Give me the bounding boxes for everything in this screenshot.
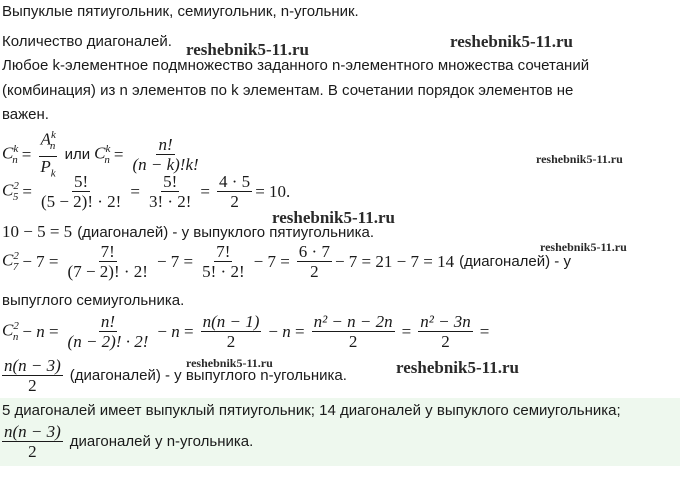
title: Выпуклые пятиугольник, семиугольник, n-угольник. (2, 3, 359, 20)
heptagon-text: выпуглого семиугольника. (2, 292, 185, 309)
watermark: reshebnik5-11.ru (272, 208, 395, 227)
or-label: или (64, 146, 91, 164)
intro-line-1: Любое k-элементное подмножество заданного n-элементного множества сочетаний (2, 57, 590, 74)
heptagon-combination: $C^2_7$ − 7 = $\frac{7!}{(7 - 2)! \cdot 2!}$ − 7 = $\frac{7!}{5! \cdot 2!}$ − 7 = $\frac{6 \cdot 7}{2}$ − 7 = 21 − 7 = 14 (диагоналей) - у (2, 242, 571, 281)
watermark: reshebnik5-11.ru (396, 358, 519, 377)
ngon-diagonals: $\frac{n(n - 3)}{2}$ (диагоналей) - у выпуглого n-угольника. (4, 356, 347, 395)
intro-line-3: важен. (2, 106, 49, 123)
answer-line-1: 5 диагоналей имеет выпуклый пятиугольник; 14 диагоналей у выпуклого семиугольника; (2, 402, 621, 419)
formula-fraction-a: $\frac{A^k_n}{P_k}$ (38, 126, 57, 183)
combination-formula: $C^k_n$ = $\frac{A^k_n}{P_k}$ или $C^k_n$ = $\frac{n!}{(n - k)!k!}$ (2, 126, 204, 183)
formula-fraction-b: $\frac{n!}{(n - k)!k!}$ (132, 135, 199, 175)
pentagon-diagonals: 10 − 5 = 5 (диагоналей) - у выпуклого пятиугольника. (2, 222, 375, 241)
watermark: reshebnik5-11.ru (536, 152, 623, 166)
watermark: reshebnik5-11.ru (450, 32, 573, 51)
watermark: reshebnik5-11.ru (186, 356, 273, 370)
ngon-combination: $C^2_n$ − n = $\frac{n!}{(n - 2)! \cdot 2!}$ − n = $\frac{n(n - 1)}{2}$ − n = $\frac{\text{n² − n − 2n}}{2}$ = $\frac{\text{n² − 3n}}{2}$ = (2, 312, 490, 351)
watermark: reshebnik5-11.ru (540, 240, 627, 254)
subtitle: Количество диагоналей. (2, 33, 172, 50)
answer-line-2: $\frac{n(n - 3)}{2}$ диагоналей у n-угольника. (4, 422, 254, 461)
intro-line-2: (комбинация) из n элементов по k элементам. В сочетании порядок элементов не (2, 82, 574, 99)
pentagon-combination: $C^2_5$ = $\frac{5!}{(5 - 2)! \cdot 2!}$ = $\frac{5!}{3! \cdot 2!}$ = $\frac{4 \cdot 5}{2}$ = 10. (2, 172, 291, 211)
watermark: reshebnik5-11.ru (186, 40, 309, 59)
